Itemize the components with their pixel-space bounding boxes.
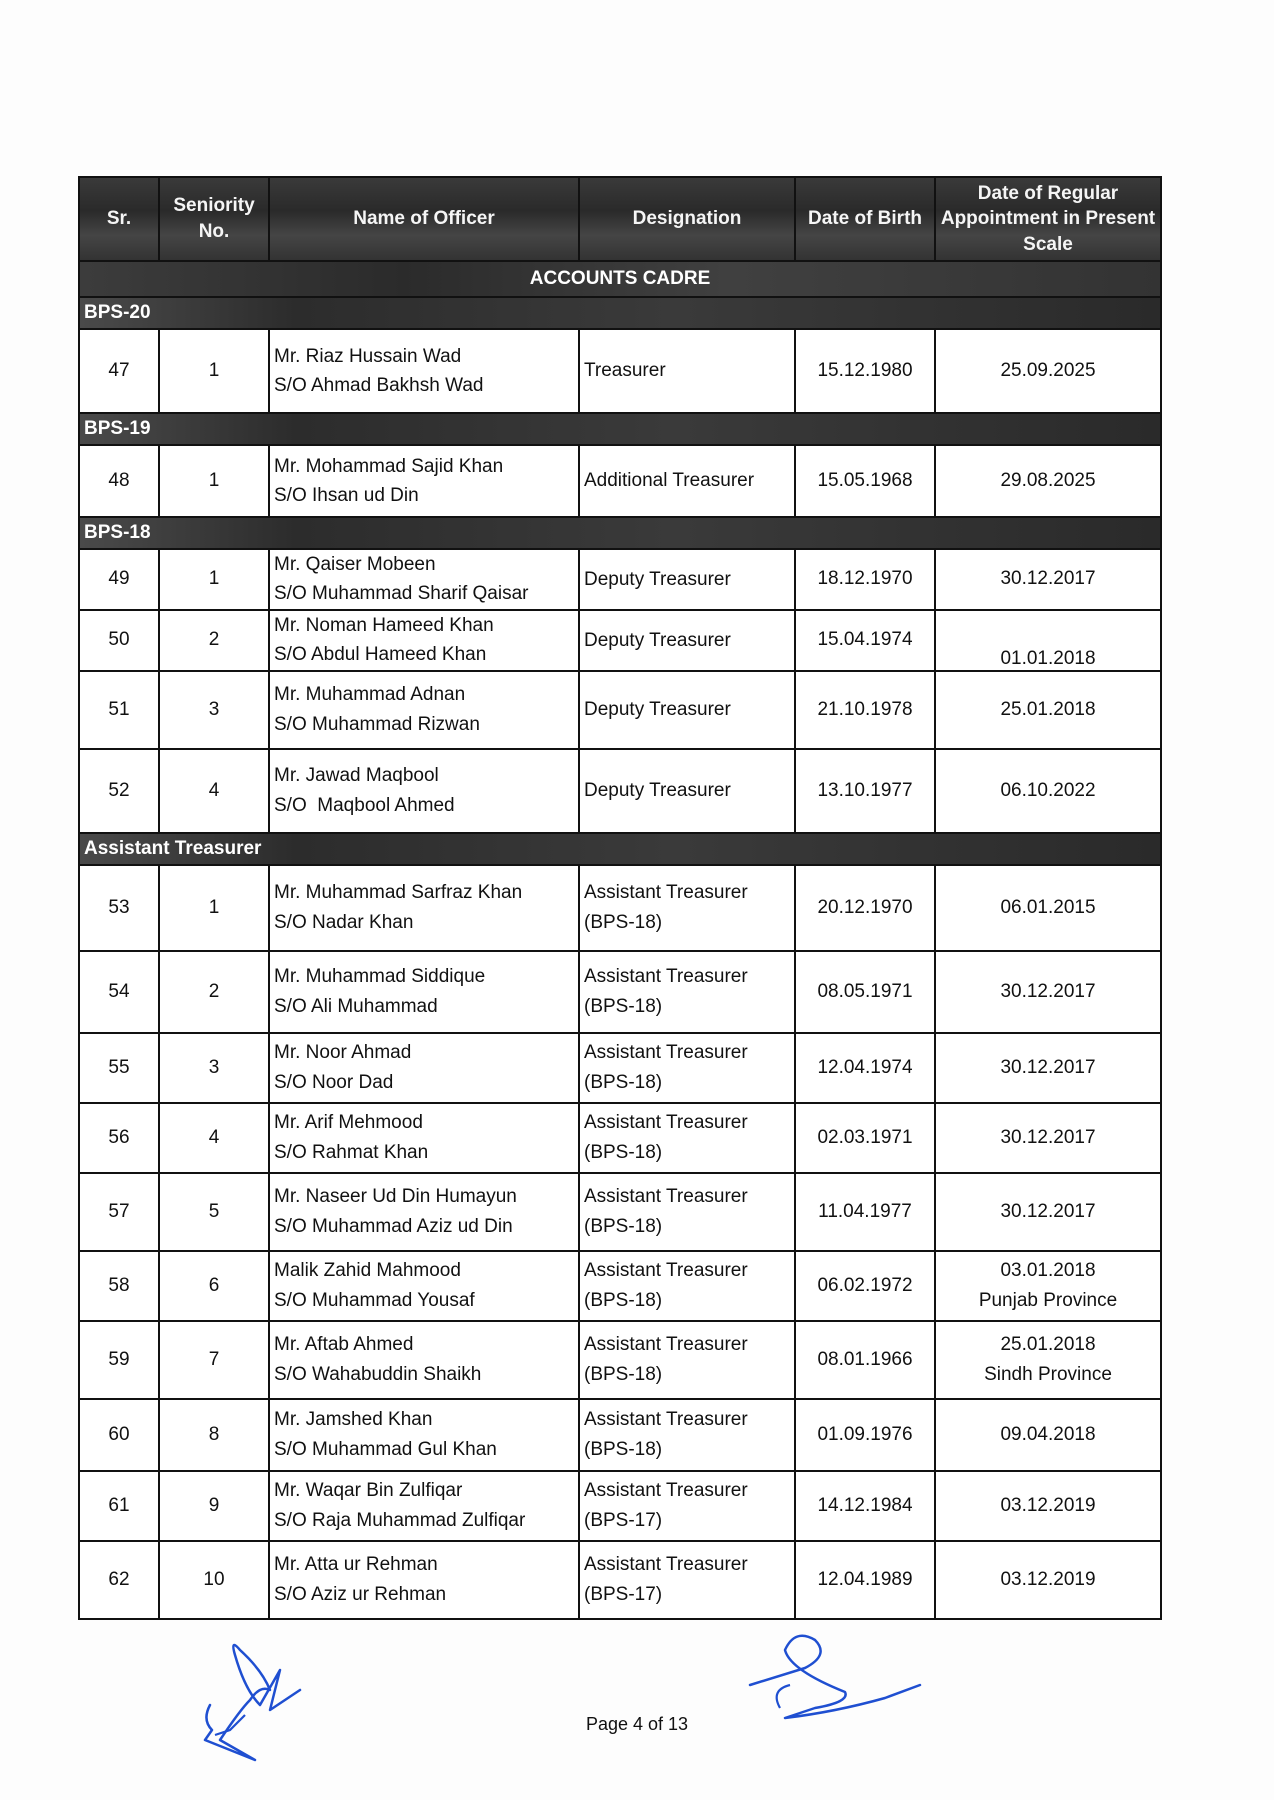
cell-sr: 57	[79, 1173, 159, 1251]
cell-sr: 61	[79, 1471, 159, 1541]
designation-scale: (BPS-18)	[584, 1363, 663, 1385]
signature-left-icon	[190, 1630, 370, 1770]
designation-title: Assistant Treasurer	[584, 1112, 748, 1134]
cell-dob: 21.10.1978	[795, 671, 935, 749]
officer-father: S/O Raja Muhammad Zulfiqar	[274, 1509, 526, 1531]
cell-dob: 08.05.1971	[795, 951, 935, 1033]
cell-seniority: 7	[159, 1321, 269, 1399]
cell-dob: 06.02.1972	[795, 1251, 935, 1321]
group-header-bps-18	[79, 517, 1161, 549]
cell-name	[269, 329, 579, 413]
table-row	[79, 1471, 1161, 1541]
designation-title: Assistant Treasurer	[584, 1480, 748, 1502]
cell-dob: 15.04.1974	[795, 610, 935, 671]
cell-seniority: 8	[159, 1399, 269, 1471]
cell-sr: 48	[79, 445, 159, 517]
designation-title: Assistant Treasurer	[584, 1409, 748, 1431]
officer-father: S/O Muhammad Yousaf	[274, 1289, 475, 1311]
table-row	[79, 671, 1161, 749]
cell-sr: 58	[79, 1251, 159, 1321]
cell-sr: 52	[79, 749, 159, 833]
officer-father: S/O Muhammad Rizwan	[274, 713, 480, 735]
cell-appointment	[935, 1251, 1161, 1321]
officer-name: Mr. Jawad Maqbool	[274, 765, 439, 787]
officer-name: Mr. Muhammad Sarfraz Khan	[274, 882, 523, 904]
officer-name: Mr. Muhammad Siddique	[274, 966, 486, 988]
designation-title: Assistant Treasurer	[584, 882, 748, 904]
cell-name	[269, 1103, 579, 1173]
seniority-table	[78, 176, 1162, 1620]
designation-title: Assistant Treasurer	[584, 1554, 748, 1576]
cell-designation: Deputy Treasurer	[579, 549, 795, 610]
cell-appointment: 30.12.2017	[935, 549, 1161, 610]
cell-appointment: 09.04.2018	[935, 1399, 1161, 1471]
officer-father: S/O Muhammad Gul Khan	[274, 1438, 497, 1460]
cell-appointment: 25.09.2025	[935, 329, 1161, 413]
cell-seniority: 6	[159, 1251, 269, 1321]
table-row	[79, 1321, 1161, 1399]
cell-appointment: 03.12.2019	[935, 1471, 1161, 1541]
cell-dob: 08.01.1966	[795, 1321, 935, 1399]
cell-dob: 12.04.1989	[795, 1541, 935, 1619]
cell-designation	[579, 1541, 795, 1619]
officer-father: S/O Maqbool Ahmed	[274, 794, 455, 816]
group-label: BPS-18	[79, 517, 1161, 549]
officer-name: Mr. Muhammad Adnan	[274, 684, 466, 706]
cell-designation	[579, 1173, 795, 1251]
table-row	[79, 1399, 1161, 1471]
officer-father: S/O Nadar Khan	[274, 911, 414, 933]
designation-title: Assistant Treasurer	[584, 1042, 748, 1064]
cell-appointment: 30.12.2017	[935, 951, 1161, 1033]
cell-dob: 11.04.1977	[795, 1173, 935, 1251]
officer-father: S/O Ali Muhammad	[274, 995, 438, 1017]
table-row	[79, 951, 1161, 1033]
table-row	[79, 1251, 1161, 1321]
officer-name: Mr. Atta ur Rehman	[274, 1554, 438, 1576]
designation-scale: (BPS-17)	[584, 1509, 663, 1531]
cell-dob: 15.12.1980	[795, 329, 935, 413]
cell-appointment: 30.12.2017	[935, 1103, 1161, 1173]
designation-title: Assistant Treasurer	[584, 966, 748, 988]
cell-seniority: 9	[159, 1471, 269, 1541]
officer-father: S/O Abdul Hameed Khan	[274, 644, 487, 666]
officer-name: Mr. Waqar Bin Zulfiqar	[274, 1480, 463, 1502]
table-row	[79, 1541, 1161, 1619]
page-number: Page 4 of 13	[585, 1714, 689, 1734]
cell-name	[269, 1173, 579, 1251]
table-row	[79, 610, 1161, 671]
designation-scale: (BPS-18)	[584, 1141, 663, 1163]
designation-scale: (BPS-18)	[584, 1289, 663, 1311]
table-row	[79, 549, 1161, 610]
table-row	[79, 1033, 1161, 1103]
cell-appointment: 25.01.2018	[935, 671, 1161, 749]
appointment-date: 25.01.2018	[1000, 1334, 1096, 1356]
officer-father: S/O Ihsan ud Din	[274, 485, 419, 506]
cell-dob: 20.12.1970	[795, 865, 935, 951]
cell-appointment	[935, 1321, 1161, 1399]
cell-designation: Additional Treasurer	[579, 445, 795, 517]
officer-name: Mr. Naseer Ud Din Humayun	[274, 1186, 517, 1208]
cell-name	[269, 1033, 579, 1103]
header-sr: Sr.	[79, 177, 159, 261]
cell-seniority: 3	[159, 1033, 269, 1103]
cell-dob: 15.05.1968	[795, 445, 935, 517]
officer-father: S/O Wahabuddin Shaikh	[274, 1363, 482, 1385]
cell-seniority: 2	[159, 951, 269, 1033]
cell-designation	[579, 1399, 795, 1471]
cell-dob: 14.12.1984	[795, 1471, 935, 1541]
designation-scale: (BPS-18)	[584, 911, 663, 933]
officer-name: Malik Zahid Mahmood	[274, 1260, 461, 1282]
cell-seniority: 1	[159, 865, 269, 951]
cell-appointment: 30.12.2017	[935, 1033, 1161, 1103]
cell-sr: 62	[79, 1541, 159, 1619]
officer-father: S/O Noor Dad	[274, 1071, 394, 1093]
group-header-bps-19	[79, 413, 1161, 445]
officer-father: S/O Muhammad Aziz ud Din	[274, 1215, 513, 1237]
group-label: Assistant Treasurer	[79, 833, 1161, 865]
cell-name	[269, 1541, 579, 1619]
group-label: BPS-19	[79, 413, 1161, 445]
cell-name	[269, 951, 579, 1033]
cell-sr: 50	[79, 610, 159, 671]
officer-father: S/O Aziz ur Rehman	[274, 1583, 447, 1605]
designation-title: Assistant Treasurer	[584, 1186, 748, 1208]
cell-name	[269, 1251, 579, 1321]
cell-designation	[579, 951, 795, 1033]
cell-name	[269, 749, 579, 833]
officer-name: Mr. Noman Hameed Khan	[274, 614, 494, 636]
designation-scale: (BPS-17)	[584, 1583, 663, 1605]
cell-sr: 47	[79, 329, 159, 413]
cell-name	[269, 445, 579, 517]
appointment-date: 03.01.2018	[1000, 1260, 1096, 1282]
cell-name	[269, 1471, 579, 1541]
table-row	[79, 445, 1161, 517]
cadre-title: ACCOUNTS CADRE	[79, 261, 1161, 297]
cell-dob: 12.04.1974	[795, 1033, 935, 1103]
cell-name	[269, 549, 579, 610]
table-row	[79, 1173, 1161, 1251]
header-designation: Designation	[579, 177, 795, 261]
cell-designation	[579, 1033, 795, 1103]
table-row	[79, 1103, 1161, 1173]
cell-designation: Deputy Treasurer	[579, 610, 795, 671]
officer-father: S/O Rahmat Khan	[274, 1141, 429, 1163]
header-name-of-officer: Name of Officer	[269, 177, 579, 261]
cell-seniority: 1	[159, 329, 269, 413]
designation-scale: (BPS-18)	[584, 995, 663, 1017]
officer-name: Mr. Mohammad Sajid Khan	[274, 455, 504, 477]
officer-name: Mr. Aftab Ahmed	[274, 1334, 414, 1356]
cell-seniority: 10	[159, 1541, 269, 1619]
cell-appointment: 06.10.2022	[935, 749, 1161, 833]
designation-scale: (BPS-18)	[584, 1438, 663, 1460]
cell-seniority: 3	[159, 671, 269, 749]
designation-scale: (BPS-18)	[584, 1215, 663, 1237]
cell-appointment: 03.12.2019	[935, 1541, 1161, 1619]
cell-dob: 01.09.1976	[795, 1399, 935, 1471]
cell-name	[269, 865, 579, 951]
cell-sr: 60	[79, 1399, 159, 1471]
cell-appointment: 01.01.2018	[935, 610, 1161, 671]
officer-father: S/O Ahmad Bakhsh Wad	[274, 375, 484, 396]
cell-sr: 51	[79, 671, 159, 749]
cell-designation: Deputy Treasurer	[579, 749, 795, 833]
header-seniority-no: Seniority No.	[159, 177, 269, 261]
cell-seniority: 4	[159, 1103, 269, 1173]
group-label: BPS-20	[79, 297, 1161, 329]
appointment-note: Punjab Province	[978, 1289, 1118, 1311]
cell-dob: 18.12.1970	[795, 549, 935, 610]
cell-dob: 13.10.1977	[795, 749, 935, 833]
group-header-assistant-treasurer	[79, 833, 1161, 865]
officer-name: Mr. Riaz Hussain Wad	[274, 345, 462, 367]
cell-appointment: 30.12.2017	[935, 1173, 1161, 1251]
officer-father: S/O Muhammad Sharif Qaisar	[274, 583, 529, 605]
cell-designation	[579, 865, 795, 951]
cell-seniority: 5	[159, 1173, 269, 1251]
cell-designation: Treasurer	[579, 329, 795, 413]
officer-name: Mr. Jamshed Khan	[274, 1409, 433, 1431]
cell-sr: 53	[79, 865, 159, 951]
cell-seniority: 1	[159, 549, 269, 610]
cell-sr: 54	[79, 951, 159, 1033]
cell-name	[269, 1399, 579, 1471]
cell-sr: 59	[79, 1321, 159, 1399]
cell-name	[269, 610, 579, 671]
cell-designation	[579, 1321, 795, 1399]
cell-name	[269, 671, 579, 749]
cell-sr: 56	[79, 1103, 159, 1173]
officer-name: Mr. Qaiser Mobeen	[274, 554, 436, 575]
cell-seniority: 4	[159, 749, 269, 833]
cadre-title-row	[79, 261, 1161, 297]
designation-title: Assistant Treasurer	[584, 1334, 748, 1356]
table-row	[79, 749, 1161, 833]
designation-title: Assistant Treasurer	[584, 1260, 748, 1282]
cell-designation	[579, 1251, 795, 1321]
header-date-of-appointment: Date of Regular Appointment in Present Scale	[935, 177, 1161, 261]
cell-dob: 02.03.1971	[795, 1103, 935, 1173]
table-header-row	[79, 177, 1161, 261]
cell-seniority: 2	[159, 610, 269, 671]
cell-seniority: 1	[159, 445, 269, 517]
cell-designation	[579, 1103, 795, 1173]
officer-name: Mr. Arif Mehmood	[274, 1112, 423, 1134]
table-row	[79, 865, 1161, 951]
header-date-of-birth: Date of Birth	[795, 177, 935, 261]
cell-designation: Deputy Treasurer	[579, 671, 795, 749]
cell-name	[269, 1321, 579, 1399]
appointment-note: Sindh Province	[984, 1363, 1112, 1385]
group-header-bps-20	[79, 297, 1161, 329]
officer-name: Mr. Noor Ahmad	[274, 1042, 412, 1064]
table-row	[79, 329, 1161, 413]
designation-scale: (BPS-18)	[584, 1071, 663, 1093]
cell-appointment: 06.01.2015	[935, 865, 1161, 951]
cell-appointment: 29.08.2025	[935, 445, 1161, 517]
cell-sr: 49	[79, 549, 159, 610]
cell-designation	[579, 1471, 795, 1541]
cell-sr: 55	[79, 1033, 159, 1103]
